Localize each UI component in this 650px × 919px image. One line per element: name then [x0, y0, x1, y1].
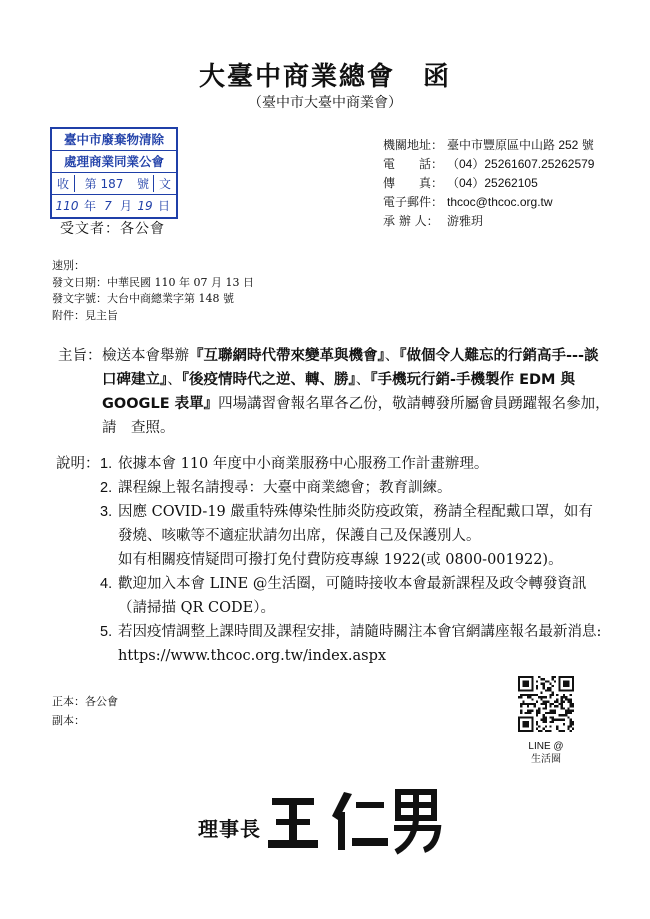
meta-number: 發文字號：大台中商總業字第 148 號 — [52, 292, 234, 305]
qr-code-icon — [518, 676, 574, 732]
stamp-date-year: 110 — [55, 198, 79, 213]
meta-speed: 速別： — [52, 259, 85, 272]
course-title-4: 『手機玩行銷-手機製作 EDM 與 GOOGLE 表單』 — [102, 372, 575, 412]
subject-body: 檢送本會舉辦『互聯網時代帶來變革與機會』、『做個令人難忘的行銷高手---談口碑建立』、『後疫情時代之逆、轉、勝』、『手機玩行銷-手機製作 EDM 與 GOOGLE 表單』四場講習會報名單各乙份，敬請轉發所屬會員踴躍報名參加，請 查照。 — [102, 348, 610, 436]
qr-caption: LINE @ 生活圈 — [528, 741, 564, 765]
stamp-receipt-suffix: 號 — [133, 175, 154, 192]
stamp-line-1: 臺中市廢棄物清除 — [63, 132, 164, 147]
document-subtitle: （臺中市大臺中商業會） — [248, 95, 402, 111]
copies-cc: 副本： — [52, 714, 85, 727]
subject — [58, 344, 613, 440]
copies-original: 正本：各公會 — [52, 695, 118, 708]
copies — [52, 692, 118, 730]
explanation-item-2: 2. 課程線上報名請搜尋：大臺中商業總會；教育訓練。 — [100, 480, 452, 496]
course-title-3: 『後疫情時代之逆、轉、勝』 — [181, 372, 356, 388]
stamp-date-day: 19 — [137, 198, 153, 213]
signatory-title: 理事長 — [198, 817, 261, 841]
recipient: 受文者：各公會 — [60, 221, 165, 237]
info-address: 機關地址： 臺中市豐原區中山路 252 號 — [383, 138, 594, 152]
sender-info — [383, 136, 594, 231]
info-contact-person: 承 辦 人： 游雅玥 — [383, 214, 484, 228]
stamp-receipt-row — [52, 172, 176, 194]
signature-seal — [266, 786, 446, 856]
explanation-label: 說明： — [56, 456, 100, 472]
stamp-date-month-unit: 月 — [119, 199, 132, 213]
explanation-item-1: 1. 依據本會 110 年度中小商業服務中心服務工作計畫辦理。 — [100, 456, 489, 472]
meta-attachment: 附件：見主旨 — [52, 308, 118, 322]
receipt-stamp — [50, 127, 178, 219]
stamp-date-year-unit: 年 — [83, 199, 96, 213]
subject-label: 主旨： — [58, 348, 102, 364]
stamp-line-2: 處理商業同業公會 — [52, 150, 176, 172]
explanation-item-5: 5. 若因疫情調整上課時間及課程安排，請隨時關注本會官網講座報名最新消息: https://www.thcoc.org.tw/index.aspx — [100, 624, 602, 664]
explanation-item-3: 3. 因應 COVID-19 嚴重特殊傳染性肺炎防疫政策，務請全程配戴口罩，如有發燒、咳嗽等不適症狀請勿出席，保護自己及保護別人。 — [100, 504, 593, 544]
info-phone: 電 話： （04）25261607.25262579 — [383, 157, 595, 171]
explanation-item-3-note: 如有相關疫情疑問可撥打免付費防疫專線 1922(或 0800-001922)。 — [118, 552, 563, 568]
stamp-date-row — [52, 194, 176, 216]
stamp-receipt-number: 第 187 — [84, 177, 124, 191]
stamp-date-month: 7 — [104, 198, 112, 213]
meta-date: 發文日期：中華民國 110 年 07 月 13 日 — [52, 275, 254, 289]
stamp-receipt-end: 文 — [158, 177, 171, 191]
document-meta — [52, 258, 254, 324]
explanation-item-4: 4. 歡迎加入本會 LINE @生活圈，可隨時接收本會最新課程及政令轉發資訊（請掃描 QR CODE）。 — [100, 576, 587, 616]
explanation-list — [100, 452, 605, 668]
course-title-2: 『做個令人難忘的行銷高手---談口碑建立』 — [102, 348, 599, 388]
info-fax: 傳 真： （04）25262105 — [383, 176, 538, 190]
document-title: 大臺中商業總會 函 — [198, 62, 451, 92]
course-title-1: 『互聯網時代帶來變革與機會』 — [189, 348, 385, 364]
stamp-date-day-unit: 日 — [157, 199, 170, 213]
info-email: 電子郵件： thcoc@thcoc.org.tw — [383, 195, 553, 209]
stamp-receipt-prefix: 收 — [52, 175, 75, 192]
